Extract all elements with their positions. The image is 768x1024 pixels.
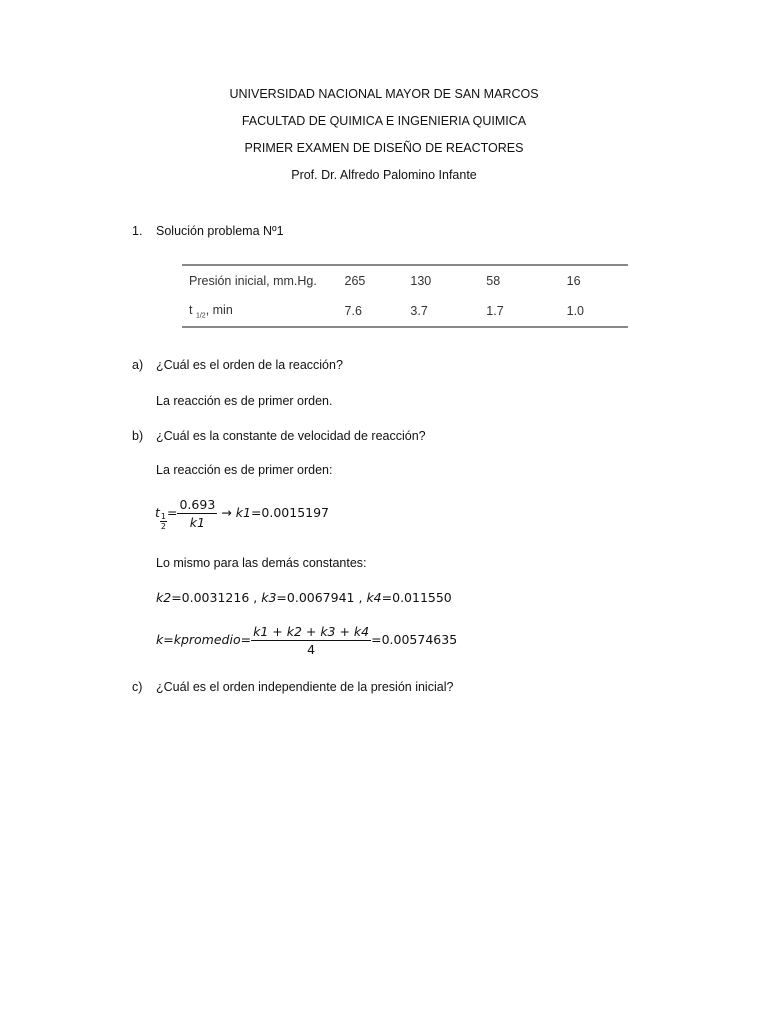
table-cell: 130 bbox=[410, 274, 432, 288]
problem-title: Solución problema Nº1 bbox=[156, 224, 284, 238]
table-cell: 1.7 bbox=[486, 304, 504, 318]
table-cell: 265 bbox=[344, 274, 366, 288]
faculty-title: FACULTAD DE QUIMICA E INGENIERIA QUIMICA bbox=[241, 114, 527, 128]
equation-k-average: k=kpromedio= $\frac{k1 + k2 + k3 + k4}{4}$ =0.00574635 bbox=[156, 624, 458, 657]
table-row bbox=[182, 296, 628, 327]
table-cell: 58 bbox=[486, 274, 501, 288]
professor-name: Prof. Dr. Alfredo Palomino Infante bbox=[291, 168, 477, 182]
table-cell: 1.0 bbox=[566, 304, 585, 318]
question-a-text: ¿Cuál es el orden de la reacción? bbox=[156, 358, 343, 372]
table-cell: 3.7 bbox=[410, 304, 428, 318]
question-a-marker: a) bbox=[132, 358, 144, 372]
exam-title: PRIMER EXAMEN DE DISEÑO DE REACTORES bbox=[244, 141, 524, 155]
equation-k1: t $\frac{1}{2}=$ $\frac{0.693}{k1}$ → k1=0.0015197 bbox=[155, 497, 330, 531]
answer-b: La reacción es de primer orden: bbox=[156, 463, 333, 477]
row-label-halflife: t $_{1/2}$, min bbox=[189, 302, 233, 320]
question-c-marker: c) bbox=[132, 680, 143, 694]
university-title: UNIVERSIDAD NACIONAL MAYOR DE SAN MARCOS bbox=[229, 87, 539, 101]
table-cell: 16 bbox=[566, 274, 581, 288]
question-b-marker: b) bbox=[132, 429, 144, 443]
table-row bbox=[182, 265, 628, 296]
row-label-pressure: Presión inicial, mm.Hg. bbox=[189, 274, 317, 288]
same-constants-text: Lo mismo para las demás constantes: bbox=[156, 556, 367, 570]
table-cell: 7.6 bbox=[344, 304, 362, 318]
question-b-text: ¿Cuál es la constante de velocidad de reacción? bbox=[156, 429, 426, 443]
problem-number: 1. bbox=[132, 224, 143, 238]
equation-k2-k3-k4: k2=0.0031216 , k3=0.0067941 , k4=0.011550 bbox=[156, 590, 452, 605]
answer-a: La reacción es de primer orden. bbox=[156, 394, 333, 408]
data-table bbox=[182, 264, 628, 328]
question-c-text: ¿Cuál es el orden independiente de la presión inicial? bbox=[156, 680, 454, 694]
